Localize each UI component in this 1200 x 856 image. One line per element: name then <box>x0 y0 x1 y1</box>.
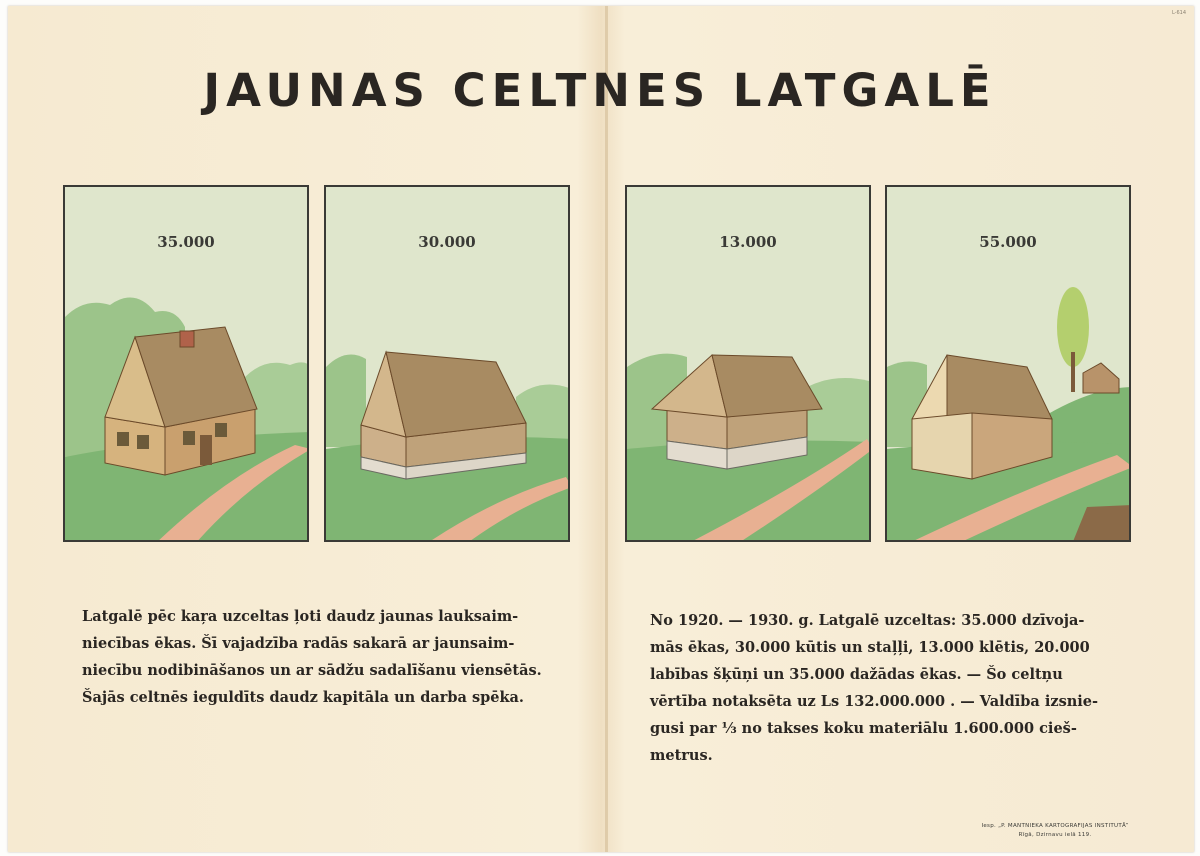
panel-count-granary: 13.000 <box>719 233 777 251</box>
archive-code: L-614 <box>1171 10 1186 16</box>
panel-shed <box>885 185 1131 542</box>
left-text-line: Latgalē pēc kaŗa uzceltas ļoti daudz jaunas lauksaim- <box>82 608 519 625</box>
left-paragraph <box>82 603 552 711</box>
left-text-line: niecību nodibināšanos un ar sādžu sadalīšanu viensētās. <box>82 662 542 679</box>
right-text-line: mās ēkas, 30.000 kūtis un staļļi, 13.000 klētis, 20.000 <box>650 639 1090 656</box>
imprint-line: Iesp. „P. MANTNIEKA KARTOGRAFIJAS INSTITUTĀ” <box>981 823 1129 829</box>
right-text-line: metrus. <box>650 747 713 764</box>
poster-title: JAUNAS CELTNES LATGALĒ <box>203 64 997 117</box>
panel-dwelling-house <box>63 185 309 542</box>
right-text-line: labības šķūņi un 35.000 dažādas ēkas. — Šo celtņu <box>650 666 1063 683</box>
left-text-line: niecības ēkas. Šī vajadzība radās sakarā ar jaunsaim- <box>82 635 515 652</box>
panel-count-shed: 55.000 <box>979 233 1037 251</box>
imprint-line: Rīgā, Dzirnavu ielā 119. <box>1018 832 1092 838</box>
right-text-line: vērtība notaksēta uz Ls 132.000.000 . — Valdība izsnie- <box>650 693 1099 710</box>
printer-imprint <box>940 822 1170 840</box>
right-paragraph <box>650 607 1130 769</box>
panel-count-stable: 30.000 <box>418 233 476 251</box>
center-fold <box>605 6 608 852</box>
panel-stable-barn <box>324 185 570 542</box>
left-text-line: Šajās celtnēs ieguldīts daudz kapitāla un darba spēka. <box>82 689 524 706</box>
panel-granary <box>625 185 871 542</box>
right-text-line: gusi par ⅓ no takses koku materiālu 1.600.000 cieš- <box>650 720 1077 737</box>
right-text-line: No 1920. — 1930. g. Latgalē uzceltas: 35.000 dzīvoja- <box>650 612 1085 629</box>
panel-count-dwelling: 35.000 <box>157 233 215 251</box>
